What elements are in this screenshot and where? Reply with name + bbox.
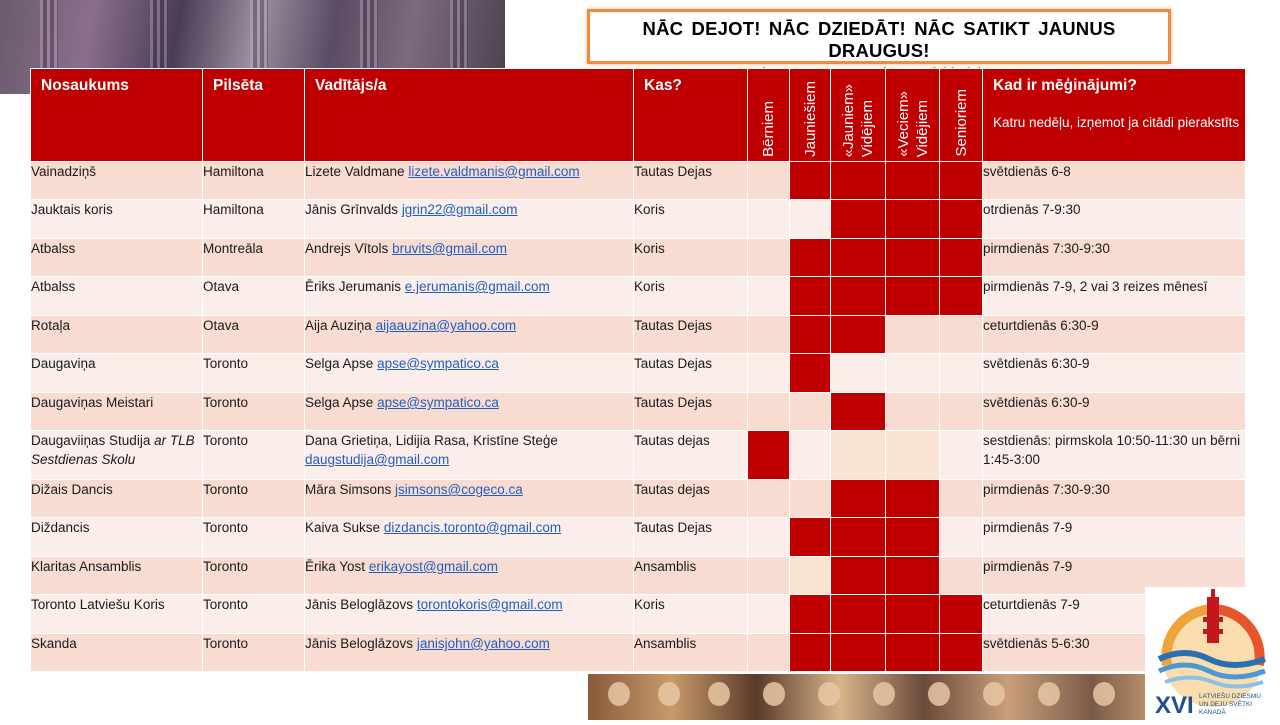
email-link[interactable]: apse@sympatico.ca [377, 395, 499, 410]
group-name: Dižais Dancis [31, 482, 113, 497]
mark-older-middle [886, 239, 940, 277]
leader-name: Jānis Beloglāzovs [305, 636, 414, 651]
cell-city: Hamiltona [203, 162, 305, 200]
email-link[interactable]: aijaauzina@yahoo.com [375, 318, 517, 333]
groups-table [30, 68, 1246, 672]
cell-type: Koris [634, 239, 748, 277]
header-children [748, 69, 790, 162]
mark-youth [790, 431, 831, 480]
cell-type: Ansamblis [634, 634, 748, 672]
mark-young-middle [831, 316, 886, 354]
mark-seniors [940, 162, 983, 200]
leader-name: Jānis Grīnvalds [305, 202, 399, 217]
cell-leader [305, 239, 634, 277]
mark-seniors [940, 316, 983, 354]
mark-children [748, 393, 790, 431]
cell-type: Tautas Dejas [634, 316, 748, 354]
email-link[interactable]: janisjohn@yahoo.com [416, 636, 550, 651]
cell-city: Otava [203, 316, 305, 354]
mark-seniors [940, 354, 983, 393]
mark-young-middle [831, 393, 886, 431]
group-name: Atbalss [31, 241, 76, 256]
email-link[interactable]: torontokoris@gmail.com [416, 597, 563, 612]
group-name: Daugaviiņas Studija [31, 433, 151, 448]
mark-youth [790, 518, 831, 557]
mark-older-middle [886, 200, 940, 239]
mark-children [748, 277, 790, 316]
group-name: Toronto Latviešu Koris [31, 597, 165, 612]
mark-youth [790, 162, 831, 200]
cell-city: Toronto [203, 634, 305, 672]
cell-name [31, 557, 203, 595]
mark-young-middle [831, 162, 886, 200]
cell-leader [305, 200, 634, 239]
cell-name [31, 162, 203, 200]
festival-logo [1145, 587, 1280, 720]
table-row [31, 431, 1246, 480]
leader-name: Dana Grietiņa, Lidijia Rasa, Kristīne Steģe [305, 433, 558, 448]
cell-leader [305, 518, 634, 557]
mark-seniors [940, 431, 983, 480]
group-name: Daugaviņa [31, 356, 96, 371]
cell-city: Toronto [203, 480, 305, 518]
mark-youth [790, 277, 831, 316]
header-older-middle [886, 69, 940, 162]
table-row [31, 480, 1246, 518]
cell-city: Toronto [203, 595, 305, 634]
table-row [31, 239, 1246, 277]
cell-schedule: ceturtdienās 7-9 [983, 595, 1246, 634]
email-link[interactable]: jgrin22@gmail.com [401, 202, 518, 217]
cell-type: Tautas Dejas [634, 518, 748, 557]
cell-type: Tautas dejas [634, 431, 748, 480]
email-link[interactable]: bruvits@gmail.com [392, 241, 508, 256]
mark-children [748, 354, 790, 393]
header-leader: Vadītājs/a [305, 69, 634, 162]
header-schedule: Kad ir mēģinājumi? Katru nedēļu, izņemot ja citādi pierakstīts [983, 69, 1246, 162]
cell-type: Tautas Dejas [634, 354, 748, 393]
cell-schedule: pirmdienās 7-9, 2 vai 3 reizes mēnesī [983, 277, 1246, 316]
mark-youth [790, 354, 831, 393]
email-link[interactable]: dizdancis.toronto@gmail.com [383, 520, 562, 535]
email-link[interactable]: e.jerumanis@gmail.com [404, 279, 550, 294]
mark-children [748, 239, 790, 277]
leader-name: Māra Simsons [305, 482, 392, 497]
mark-older-middle [886, 431, 940, 480]
group-name: Skanda [31, 636, 77, 651]
mark-older-middle [886, 354, 940, 393]
table-row [31, 277, 1246, 316]
cell-leader [305, 557, 634, 595]
mark-youth [790, 557, 831, 595]
invitation-banner [587, 9, 1171, 64]
mark-young-middle [831, 634, 886, 672]
mark-young-middle [831, 354, 886, 393]
mark-young-middle [831, 480, 886, 518]
cell-name [31, 200, 203, 239]
header-young-middle-label-2: Vidējiem [859, 99, 876, 157]
mark-youth [790, 480, 831, 518]
table-row [31, 354, 1246, 393]
cell-name [31, 239, 203, 277]
cell-schedule: pirmdienās 7-9 [983, 518, 1246, 557]
banner-title: NĀC DEJOT! NĀC DZIEDĀT! NĀC SATIKT JAUNUS DRAUGUS! [642, 18, 1116, 61]
mark-young-middle [831, 518, 886, 557]
table-row [31, 634, 1246, 672]
group-name: Jauktais koris [31, 202, 113, 217]
logo-numeral: XVI [1155, 692, 1194, 719]
table-row [31, 162, 1246, 200]
mark-seniors [940, 595, 983, 634]
mark-youth [790, 634, 831, 672]
group-name: Daugaviņas Meistari [31, 395, 154, 410]
cell-leader [305, 595, 634, 634]
cell-schedule: otrdienās 7-9:30 [983, 200, 1246, 239]
mark-children [748, 316, 790, 354]
cell-schedule: svētdienās 6:30-9 [983, 354, 1246, 393]
leader-name: Selga Apse [305, 356, 374, 371]
leader-name: Ērika Yost [305, 559, 366, 574]
cell-city: Montreāla [203, 239, 305, 277]
mark-youth [790, 393, 831, 431]
table-row [31, 393, 1246, 431]
email-link[interactable]: erikayost@gmail.com [368, 559, 499, 574]
cell-leader [305, 634, 634, 672]
cell-name [31, 480, 203, 518]
email-link[interactable]: jsimsons@cogeco.ca [395, 482, 523, 497]
cell-schedule: svētdienās 6:30-9 [983, 393, 1246, 431]
cell-city: Toronto [203, 518, 305, 557]
cell-name [31, 595, 203, 634]
email-link[interactable]: apse@sympatico.ca [377, 356, 499, 371]
logo-line-3: KANADĀ [1199, 709, 1226, 716]
mark-youth [790, 239, 831, 277]
header-children-label: Bērniem [760, 101, 777, 157]
mark-young-middle [831, 595, 886, 634]
mark-older-middle [886, 393, 940, 431]
cell-name [31, 431, 203, 480]
header-schedule-note: Katru nedēļu, izņemot ja citādi pierakstīts [993, 115, 1240, 130]
leader-name: Andrejs Vītols [305, 241, 389, 256]
mark-young-middle [831, 239, 886, 277]
cell-name [31, 354, 203, 393]
header-youth [790, 69, 831, 162]
group-name: Vainadziņš [31, 164, 97, 179]
mark-seniors [940, 480, 983, 518]
cell-type: Tautas dejas [634, 480, 748, 518]
email-link[interactable]: daugstudija@gmail.com [305, 452, 450, 467]
group-name: Atbalss [31, 279, 76, 294]
cell-leader [305, 354, 634, 393]
header-young-middle-label-1: «Jauniem» [840, 83, 857, 157]
mark-young-middle [831, 431, 886, 480]
cell-city: Toronto [203, 557, 305, 595]
mark-seniors [940, 634, 983, 672]
mark-young-middle [831, 557, 886, 595]
cell-leader [305, 431, 634, 480]
mark-older-middle [886, 595, 940, 634]
mark-seniors [940, 200, 983, 239]
cell-city: Toronto [203, 354, 305, 393]
cell-leader [305, 277, 634, 316]
leader-name: Aija Auziņa [305, 318, 372, 333]
group-name: Diždancis [31, 520, 90, 535]
festival-logo-graphic [1145, 587, 1280, 720]
cell-schedule: ceturtdienās 6:30-9 [983, 316, 1246, 354]
mark-older-middle [886, 162, 940, 200]
mark-children [748, 595, 790, 634]
cell-type: Koris [634, 595, 748, 634]
mark-youth [790, 595, 831, 634]
mark-youth [790, 316, 831, 354]
mark-seniors [940, 239, 983, 277]
leader-name: Selga Apse [305, 395, 374, 410]
cell-type: Tautas Dejas [634, 162, 748, 200]
cell-schedule: pirmdienās 7:30-9:30 [983, 239, 1246, 277]
cell-leader [305, 393, 634, 431]
mark-older-middle [886, 277, 940, 316]
leader-name: Ēriks Jerumanis [305, 279, 402, 294]
mark-children [748, 634, 790, 672]
leader-name: Jānis Beloglāzovs [305, 597, 414, 612]
mark-older-middle [886, 316, 940, 354]
cell-type: Ansamblis [634, 557, 748, 595]
cell-schedule: pirmdienās 7:30-9:30 [983, 480, 1246, 518]
mark-children [748, 431, 790, 480]
leader-name: Lizete Valdmane [305, 164, 405, 179]
cell-leader [305, 162, 634, 200]
cell-leader [305, 316, 634, 354]
cell-city: Hamiltona [203, 200, 305, 239]
header-older-middle-label-1: «Veciem» [894, 91, 912, 157]
header-youth-label: Jauniešiem [801, 81, 819, 157]
cell-city: Toronto [203, 393, 305, 431]
mark-older-middle [886, 634, 940, 672]
mark-children [748, 200, 790, 239]
cell-name [31, 277, 203, 316]
table-body [31, 162, 1246, 672]
mark-young-middle [831, 277, 886, 316]
header-young-middle [831, 69, 886, 162]
mark-seniors [940, 277, 983, 316]
mark-young-middle [831, 200, 886, 239]
header-type: Kas? [634, 69, 748, 162]
logo-line-2: UN DEJU SVĒTKI [1199, 701, 1253, 708]
cell-name [31, 316, 203, 354]
table-row [31, 595, 1246, 634]
header-seniors [940, 69, 983, 162]
cell-schedule: svētdienās 6-8 [983, 162, 1246, 200]
table-row [31, 518, 1246, 557]
group-name: Klaritas Ansamblis [31, 559, 142, 574]
cell-type: Tautas Dejas [634, 393, 748, 431]
table-row [31, 557, 1246, 595]
table-row [31, 316, 1246, 354]
cell-type: Koris [634, 200, 748, 239]
mark-seniors [940, 393, 983, 431]
mark-children [748, 162, 790, 200]
logo-line-1: LATVIEŠU DZIESMU [1199, 693, 1262, 700]
table-row [31, 200, 1246, 239]
header-city: Pilsēta [203, 69, 305, 162]
header-name: Nosaukums [31, 69, 203, 162]
cell-name [31, 518, 203, 557]
table-header-row [31, 69, 1246, 162]
cell-name [31, 393, 203, 431]
cell-city: Toronto [203, 431, 305, 480]
cell-schedule: svētdienās 5-6:30 [983, 634, 1246, 672]
mark-older-middle [886, 557, 940, 595]
cell-type: Koris [634, 277, 748, 316]
header-seniors-label: Senioriem [952, 89, 970, 157]
mark-children [748, 557, 790, 595]
cell-schedule: pirmdienās 7-9 [983, 557, 1246, 595]
group-name-note: ar TLB Sestdienas Skolu [31, 433, 195, 467]
cell-name [31, 634, 203, 672]
mark-youth [790, 200, 831, 239]
header-older-middle-label-2: Vidējiem [913, 99, 931, 157]
email-link[interactable]: lizete.valdmanis@gmail.com [408, 164, 580, 179]
mark-seniors [940, 518, 983, 557]
mark-older-middle [886, 480, 940, 518]
group-name: Rotaļa [31, 318, 71, 333]
choir-photo [588, 674, 1148, 720]
mark-older-middle [886, 518, 940, 557]
leader-name: Kaiva Sukse [305, 520, 381, 535]
cell-city: Otava [203, 277, 305, 316]
cell-schedule: sestdienās: pirmskola 10:50-11:30 un bērni 1:45-3:00 [983, 431, 1246, 480]
mark-children [748, 518, 790, 557]
mark-children [748, 480, 790, 518]
cell-leader [305, 480, 634, 518]
mark-seniors [940, 557, 983, 595]
